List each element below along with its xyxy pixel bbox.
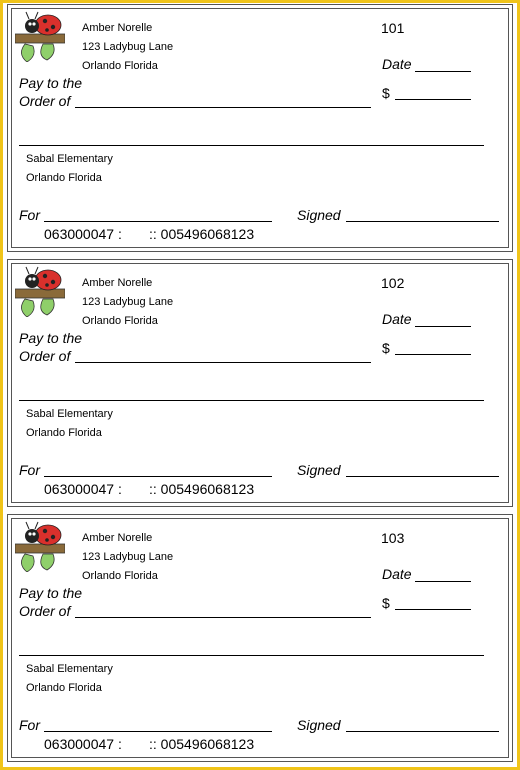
signed-label: Signed: [297, 462, 341, 478]
bank-city: Orlando Florida: [26, 427, 102, 439]
bank-name: Sabal Elementary: [26, 663, 113, 675]
pay-to-label: Pay to the: [19, 75, 83, 91]
bank-city: Orlando Florida: [26, 172, 102, 184]
check-101: [7, 4, 513, 252]
check-number: 101: [381, 20, 405, 36]
amount-line[interactable]: [395, 99, 471, 100]
for-label: For: [19, 462, 40, 478]
signature-line[interactable]: [346, 221, 499, 222]
pay-to-label: Pay to the: [19, 585, 83, 601]
written-amount-line[interactable]: [19, 145, 484, 146]
check-102: [7, 259, 513, 507]
date-line[interactable]: [415, 581, 471, 582]
amount-line[interactable]: [395, 354, 471, 355]
ladybug-on-leaves-icon: [15, 520, 65, 572]
bank-city: Orlando Florida: [26, 682, 102, 694]
check-number: 103: [381, 530, 405, 546]
amount-symbol: $: [382, 595, 390, 611]
bank-name: Sabal Elementary: [26, 408, 113, 420]
check-number: 102: [381, 275, 405, 291]
payer-city: Orlando Florida: [82, 60, 158, 72]
order-of-label: Order of: [19, 93, 71, 109]
memo-line[interactable]: [44, 221, 272, 222]
payer-street: 123 Ladybug Lane: [82, 551, 174, 563]
check-103: [7, 514, 513, 762]
bank-name: Sabal Elementary: [26, 153, 113, 165]
date-label: Date: [382, 56, 412, 72]
payer-name: Amber Norelle: [82, 277, 153, 289]
payer-street: 123 Ladybug Lane: [82, 41, 174, 53]
amount-symbol: $: [382, 340, 390, 356]
routing-number: 063000047 :: [44, 736, 122, 752]
for-label: For: [19, 207, 40, 223]
payee-line[interactable]: [75, 107, 371, 108]
ladybug-on-leaves-icon: [15, 10, 65, 62]
payee-line[interactable]: [75, 617, 371, 618]
order-of-label: Order of: [19, 348, 71, 364]
pay-to-label: Pay to the: [19, 330, 83, 346]
date-label: Date: [382, 311, 412, 327]
for-label: For: [19, 717, 40, 733]
ladybug-on-leaves-icon: [15, 265, 65, 317]
payer-city: Orlando Florida: [82, 315, 158, 327]
routing-number: 063000047 :: [44, 481, 122, 497]
account-number: :: 005496068123: [149, 736, 255, 752]
written-amount-line[interactable]: [19, 400, 484, 401]
payer-city: Orlando Florida: [82, 570, 158, 582]
payer-name: Amber Norelle: [82, 532, 153, 544]
amount-symbol: $: [382, 85, 390, 101]
payee-line[interactable]: [75, 362, 371, 363]
date-line[interactable]: [415, 326, 471, 327]
signature-line[interactable]: [346, 476, 499, 477]
written-amount-line[interactable]: [19, 655, 484, 656]
date-label: Date: [382, 566, 412, 582]
account-number: :: 005496068123: [149, 481, 255, 497]
signature-line[interactable]: [346, 731, 499, 732]
date-line[interactable]: [415, 71, 471, 72]
account-number: :: 005496068123: [149, 226, 255, 242]
memo-line[interactable]: [44, 731, 272, 732]
amount-line[interactable]: [395, 609, 471, 610]
order-of-label: Order of: [19, 603, 71, 619]
signed-label: Signed: [297, 717, 341, 733]
payer-street: 123 Ladybug Lane: [82, 296, 174, 308]
payer-name: Amber Norelle: [82, 22, 153, 34]
signed-label: Signed: [297, 207, 341, 223]
memo-line[interactable]: [44, 476, 272, 477]
routing-number: 063000047 :: [44, 226, 122, 242]
